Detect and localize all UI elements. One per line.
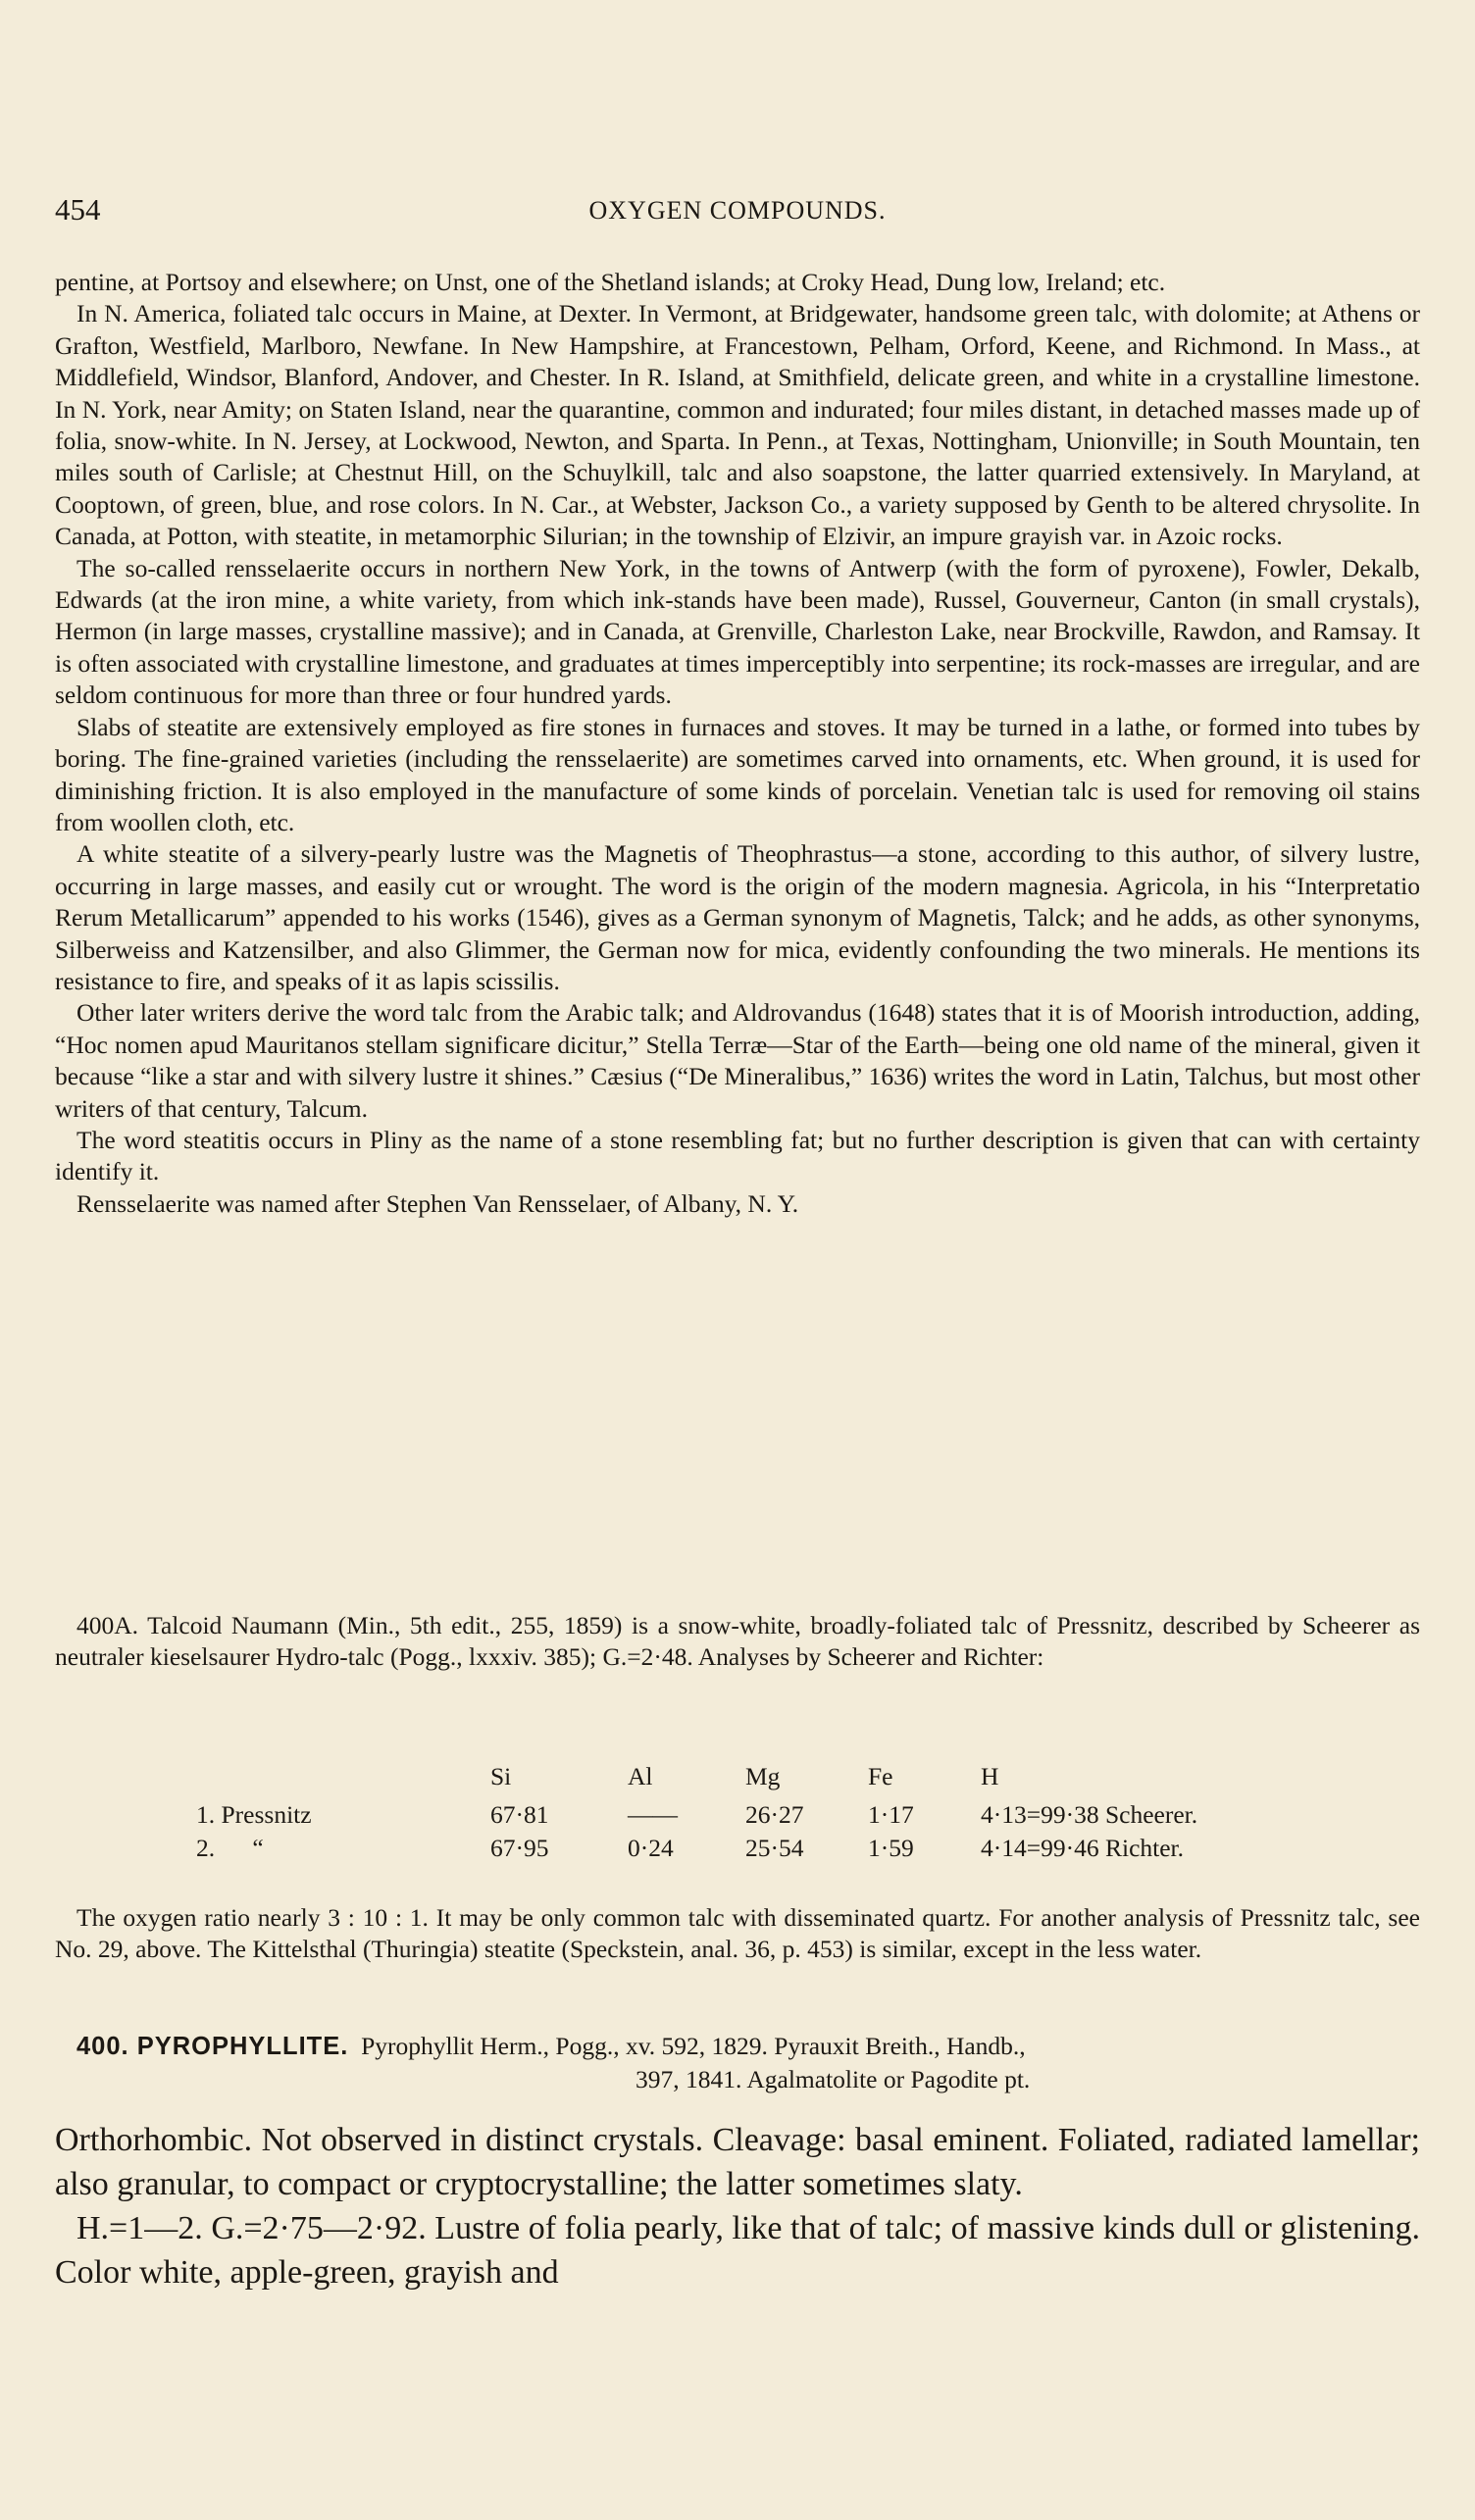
pyrophyllite-heading [55, 2030, 1420, 2096]
table-header-row [196, 1755, 1197, 1798]
running-header [55, 192, 1420, 231]
table-cell: 67·95 [490, 1834, 549, 1862]
section-heading: 400. PYROPHYLLITE. [76, 2033, 349, 2060]
paragraph: pentine, at Portsoy and elsewhere; on Unst, one of the Shetland islands; at Croky Head, Dung low, Ireland; etc. [55, 268, 1166, 296]
page-number: 454 [55, 192, 101, 227]
talcoid-text: 400A. Talcoid Naumann (Min., 5th edit., 255, 1859) is a snow-white, broadly-foliated talc of Pressnitz, described by Scheerer as neutraler kieselsaurer Hydro-talc (Pogg., lxxxiv. 385); G.=2·48. Analyses by Scheerer and Richter: [55, 1611, 1420, 1672]
table-cell: —— [628, 1800, 678, 1829]
paragraph: In N. America, foliated talc occurs in Maine, at Dexter. In Vermont, at Bridgewater, handsome green talc, with dolomite; at Athens or Grafton, Westfield, Marlboro, Newfane. In New Hampshire, at Francestown, Pelham, Orford, Keene, and Richmond. In Mass., at Middlefield, Windsor, Blanford, Andover, and Chester. In R. Island, at Smithfield, delicate green, and white in a crystalline limestone. In N. York, near Amity; on Staten Island, near the quarantine, common and indurated; four miles distant, in detached masses made up of folia, snow-white. In N. Jersey, at Lockwood, Newton, and Sparta. In Penn., at Texas, Nottingham, Unionville; in South Mountain, ten miles south of Carlisle; at Chestnut Hill, on the Schuylkill, talc and also soapstone, the latter quarried extensively. In Maryland, at Cooptown, of green, blue, and rose colors. In N. Car., at Webster, Jackson Co., a variety supposed by Genth to be altered chrysolite. In Canada, at Potton, with steatite, in metamorphic Silurian; in the township of Elzivir, an impure grayish var. in Azoic rocks. [55, 299, 1420, 551]
table-header [196, 1755, 490, 1798]
talcoid-section [55, 1610, 1420, 1674]
table-header: Al [628, 1762, 653, 1790]
table-row [196, 1798, 1197, 1832]
table-header: H [981, 1762, 999, 1790]
paragraph: Rensselaerite was named after Stephen Van Rensselaer, of Albany, N. Y. [76, 1188, 799, 1218]
table-cell: 2. “ [196, 1834, 264, 1862]
synonymy: Pyrophyllit Herm., Pogg., xv. 592, 1829. Pyrauxit Breith., Handb., [361, 2032, 1026, 2060]
oxygen-ratio-note [55, 1902, 1420, 1966]
paragraph: The oxygen ratio nearly 3 : 10 : 1. It may be only common talc with disseminated quartz. For another analysis of Pressnitz talc, see No. 29, above. The Kittelsthal (Thuringia) steatite (Speckstein, anal. 36, p. 453) is similar, except in the less water. [55, 1903, 1420, 1964]
paragraph: The so-called rensselaerite occurs in northern New York, in the towns of Antwerp (with the form of pyroxene), Fowler, Dekalb, Edwards (at the iron mine, a white variety, from which ink-stands have been made), Russel, Gouverneur, Canton (in small crystals), Hermon (in large masses, crystalline massive); and in Canada, at Grenville, Charleston Lake, near Brockville, Rawdon, and Ramsay. It is often associated with crystalline limestone, and graduates at times imperceptibly into serpentine; its rock-masses are irregular, and are seldom continuous for more than three or four hundred yards. [55, 553, 1420, 710]
table-cell: 26·27 [745, 1800, 804, 1829]
paragraph: Other later writers derive the word talc from the Arabic talk; and Aldrovandus (1648) states that it is of Moorish introduction, adding, “Hoc nomen apud Mauritanos stellam significare dicitur,” Stella Terræ—Star of the Earth—being one old name of the mineral, given it because “like a star and with silvery lustre it shines.” Cæsius (“De Mineralibus,” 1636) writes the word in Latin, Talchus, but most other writers of that century, Talcum. [55, 998, 1420, 1123]
table-cell: 4·14=99·46 Richter. [981, 1834, 1185, 1862]
table-row [196, 1832, 1197, 1865]
paragraph: Slabs of steatite are extensively employed as fire stones in furnaces and stoves. It may be turned in a lathe, or formed into tubes by boring. The fine-grained varieties (including the rensselaerite) are sometimes carved into ornaments, etc. When ground, it is used for diminishing friction. It is also employed in the manufacture of some kinds of porcelain. Venetian talc is used for removing oil stains from woollen cloth, etc. [55, 712, 1420, 836]
pyrophyllite-description [55, 2118, 1420, 2294]
paragraph: Orthorhombic. Not observed in distinct crystals. Cleavage: basal eminent. Foliated, radiated lamellar; also granular, to compact or cryptocrystalline; the latter sometimes slaty. [55, 2122, 1420, 2202]
paragraph: H.=1—2. G.=2·75—2·92. Lustre of folia pearly, like that of talc; of massive kinds dull or glistening. Color white, apple-green, grayish and [55, 2210, 1420, 2291]
table-cell: 25·54 [745, 1834, 804, 1862]
synonymy-continued: 397, 1841. Agalmatolite or Pagodite pt. [636, 2065, 1031, 2093]
analyses-table [196, 1755, 1197, 1865]
table-cell: 0·24 [628, 1834, 674, 1862]
table-header: Fe [868, 1762, 893, 1790]
running-title: OXYGEN COMPOUNDS. [588, 196, 887, 225]
table-cell: 67·81 [490, 1800, 549, 1829]
paragraph: The word steatitis occurs in Pliny as the name of a stone resembling fat; but no further description is given that can with certainty identify it. [55, 1125, 1420, 1186]
table-cell: 1·59 [868, 1834, 914, 1862]
table-cell: 1. Pressnitz [196, 1800, 312, 1829]
table-header: Si [490, 1762, 512, 1790]
paragraph: A white steatite of a silvery-pearly lustre was the Magnetis of Theophrastus—a stone, according to this author, of silvery lustre, occurring in large masses, and easily cut or wrought. The word is the origin of the modern magnesia. Agricola, in his “Interpretatio Rerum Metallicarum” appended to his works (1546), gives as a German synonym of Magnetis, Talck; and he adds, as other synonyms, Silberweiss and Katzensilber, and also Glimmer, the German now for mica, evidently confounding the two minerals. He mentions its resistance to fire, and speaks of it as lapis scissilis. [55, 839, 1420, 995]
talc-text [55, 267, 1420, 1220]
table-cell: 1·17 [868, 1800, 914, 1829]
table-cell: 4·13=99·38 Scheerer. [981, 1800, 1198, 1829]
table-header: Mg [745, 1762, 781, 1790]
